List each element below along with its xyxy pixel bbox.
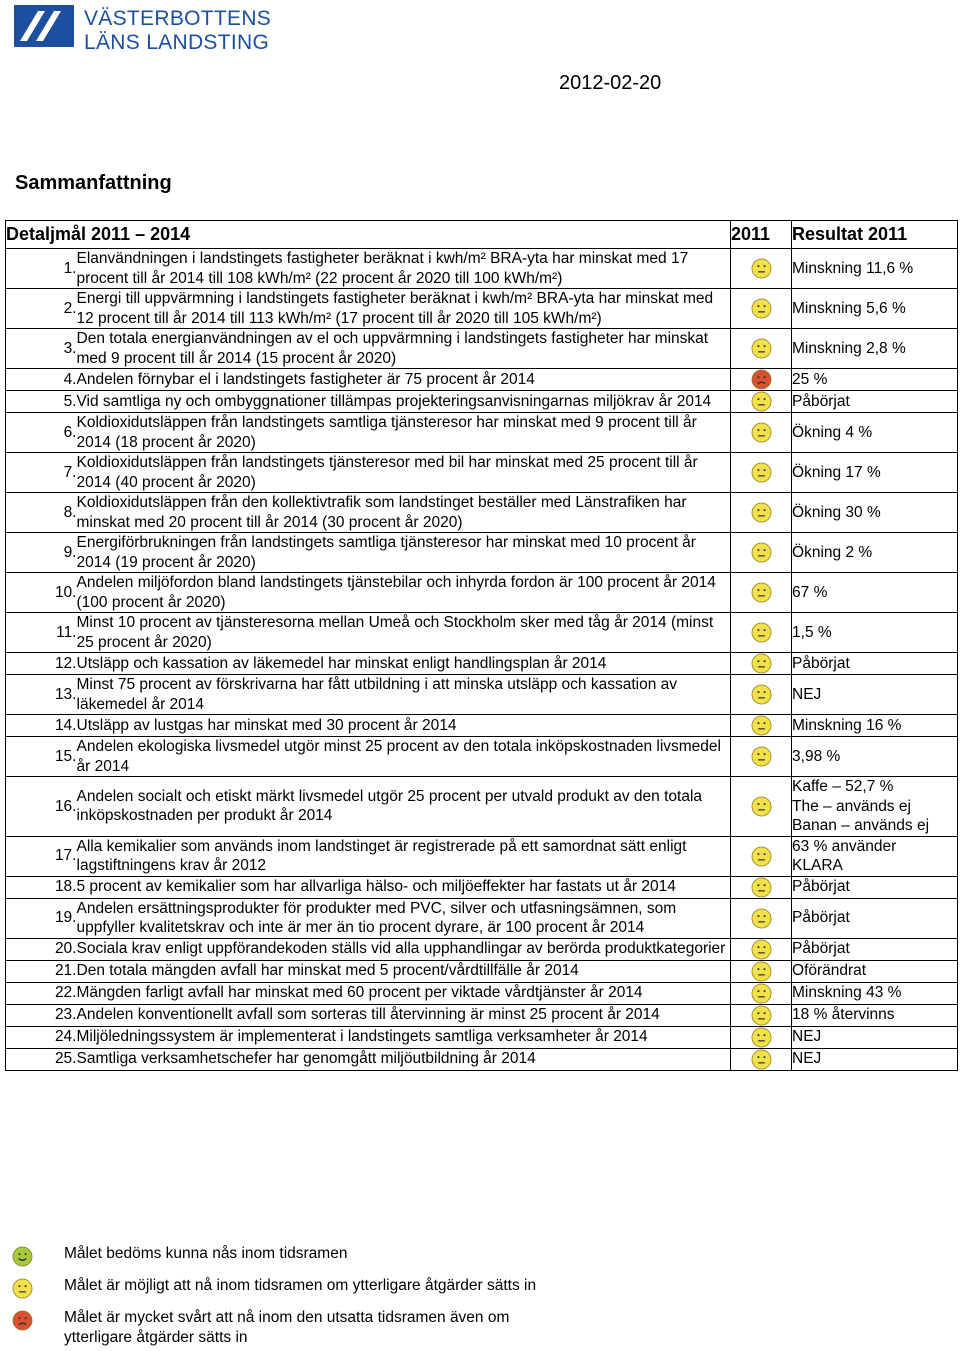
org-name-line2: LÄNS LANDSTING bbox=[84, 31, 270, 54]
goal-text: Minst 10 procent av tjänsteresorna mellan Umeå och Stockholm sker med tåg år 2014 (minst 25 procent år 2020) bbox=[77, 613, 731, 653]
goal-result: Minskning 2,8 % bbox=[792, 329, 958, 369]
logo bbox=[14, 5, 271, 55]
goal-number: 13. bbox=[6, 675, 77, 715]
table-row bbox=[6, 836, 958, 876]
goal-result: Påbörjat bbox=[792, 653, 958, 675]
goal-result: 67 % bbox=[792, 573, 958, 613]
goal-number: 19. bbox=[6, 898, 77, 938]
yellow-smiley-icon bbox=[731, 413, 792, 453]
yellow-smiley-icon bbox=[12, 1276, 42, 1304]
goal-number: 24. bbox=[6, 1026, 77, 1048]
goal-number: 25. bbox=[6, 1048, 77, 1070]
yellow-smiley-icon bbox=[731, 898, 792, 938]
table-row bbox=[6, 413, 958, 453]
goal-result: NEJ bbox=[792, 1048, 958, 1070]
goal-text: Den totala energianvändningen av el och uppvärmning i landstingets fastigheter har minskat med 9 procent till år 2014 (15 procent år 2020) bbox=[77, 329, 731, 369]
goal-result: 3,98 % bbox=[792, 737, 958, 777]
table-row bbox=[6, 369, 958, 391]
legend-item bbox=[12, 1276, 564, 1304]
goal-text: Alla kemikalier som används inom landstinget är registrerade på ett samordnat sätt enligt lagstiftningens krav år 2012 bbox=[77, 836, 731, 876]
goal-text: Minst 75 procent av förskrivarna har fått utbildning i att minska utsläpp och kassation av läkemedel år 2014 bbox=[77, 675, 731, 715]
table-row bbox=[6, 982, 958, 1004]
column-header-result: Resultat 2011 bbox=[792, 221, 958, 249]
goal-result: Minskning 11,6 % bbox=[792, 249, 958, 289]
yellow-smiley-icon bbox=[731, 960, 792, 982]
document-date: 2012-02-20 bbox=[559, 72, 662, 94]
goals-table bbox=[5, 220, 958, 1071]
table-row bbox=[6, 960, 958, 982]
goal-text: Koldioxidutsläppen från den kollektivtrafik som landstinget beställer med Länstrafiken har minskat med 20 procent till år 2014 (30 procent år 2020) bbox=[77, 493, 731, 533]
red-smiley-icon bbox=[731, 369, 792, 391]
goal-number: 21. bbox=[6, 960, 77, 982]
legend-text: Målet bedöms kunna nås inom tidsramen bbox=[64, 1245, 348, 1262]
yellow-smiley-icon bbox=[731, 391, 792, 413]
yellow-smiley-icon bbox=[731, 453, 792, 493]
table-row bbox=[6, 1048, 958, 1070]
table-row bbox=[6, 249, 958, 289]
goal-result: Minskning 16 % bbox=[792, 715, 958, 737]
goal-result: Påbörjat bbox=[792, 876, 958, 898]
goal-text: Samtliga verksamhetschefer har genomgått miljöutbildning år 2014 bbox=[77, 1048, 731, 1070]
goal-number: 22. bbox=[6, 982, 77, 1004]
goal-text: Andelen förnybar el i landstingets fastigheter är 75 procent år 2014 bbox=[77, 369, 731, 391]
goal-text: Koldioxidutsläppen från landstingets samtliga tjänsteresor har minskat med 9 procent till år 2014 (18 procent år 2020) bbox=[77, 413, 731, 453]
goal-number: 11. bbox=[6, 613, 77, 653]
goal-text: Den totala mängden avfall har minskat med 5 procent/vårdtillfälle år 2014 bbox=[77, 960, 731, 982]
goal-number: 6. bbox=[6, 413, 77, 453]
column-header-year: 2011 bbox=[731, 221, 792, 249]
goal-number: 9. bbox=[6, 533, 77, 573]
table-row bbox=[6, 1004, 958, 1026]
yellow-smiley-icon bbox=[731, 938, 792, 960]
yellow-smiley-icon bbox=[731, 1004, 792, 1026]
yellow-smiley-icon bbox=[731, 533, 792, 573]
goal-result: Minskning 5,6 % bbox=[792, 289, 958, 329]
goal-number: 4. bbox=[6, 369, 77, 391]
goal-result: Ökning 17 % bbox=[792, 453, 958, 493]
yellow-smiley-icon bbox=[731, 1048, 792, 1070]
goal-number: 5. bbox=[6, 391, 77, 413]
goal-result: Oförändrat bbox=[792, 960, 958, 982]
goal-result: Ökning 2 % bbox=[792, 533, 958, 573]
table-row bbox=[6, 453, 958, 493]
table-row bbox=[6, 573, 958, 613]
goal-number: 15. bbox=[6, 737, 77, 777]
goal-number: 16. bbox=[6, 777, 77, 837]
legend-item bbox=[12, 1308, 564, 1347]
goal-text: Koldioxidutsläppen från landstingets tjänsteresor med bil har minskat med 25 procent till år 2014 (40 procent år 2020) bbox=[77, 453, 731, 493]
goal-text: Miljöledningssystem är implementerat i landstingets samtliga verksamheter år 2014 bbox=[77, 1026, 731, 1048]
goal-result: 1,5 % bbox=[792, 613, 958, 653]
goal-result: Påbörjat bbox=[792, 938, 958, 960]
yellow-smiley-icon bbox=[731, 249, 792, 289]
yellow-smiley-icon bbox=[731, 329, 792, 369]
goal-text: Andelen ersättningsprodukter för produkter med PVC, silver och utfasningsämnen, som uppfyller kvalitetskrav och inte är mer än tio procent dyrare, är 100 procent år 2014 bbox=[77, 898, 731, 938]
yellow-smiley-icon bbox=[731, 715, 792, 737]
goal-text: Andelen miljöfordon bland landstingets tjänstebilar och inhyrda fordon är 100 procent år 2014 (100 procent år 2020) bbox=[77, 573, 731, 613]
yellow-smiley-icon bbox=[731, 1026, 792, 1048]
table-row bbox=[6, 898, 958, 938]
goal-number: 7. bbox=[6, 453, 77, 493]
goal-text: Energiförbrukningen från landstingets samtliga tjänsteresor har minskat med 10 procent år 2014 (19 procent år 2020) bbox=[77, 533, 731, 573]
page-title: Sammanfattning bbox=[15, 172, 172, 194]
yellow-smiley-icon bbox=[731, 982, 792, 1004]
yellow-smiley-icon bbox=[731, 493, 792, 533]
table-row bbox=[6, 493, 958, 533]
table-row bbox=[6, 391, 958, 413]
goal-result: 25 % bbox=[792, 369, 958, 391]
yellow-smiley-icon bbox=[731, 653, 792, 675]
table-header-row bbox=[6, 221, 958, 249]
goal-number: 1. bbox=[6, 249, 77, 289]
goal-number: 10. bbox=[6, 573, 77, 613]
yellow-smiley-icon bbox=[731, 777, 792, 837]
goal-text: Energi till uppvärmning i landstingets fastigheter beräknat i kwh/m² BRA-yta har minskat med 12 procent till år 2014 till 113 kWh/m² (17 procent till år 2020 till 105 kWh/m²) bbox=[77, 289, 731, 329]
yellow-smiley-icon bbox=[731, 613, 792, 653]
landsting-logo-icon bbox=[14, 5, 74, 47]
table-row bbox=[6, 533, 958, 573]
goal-number: 23. bbox=[6, 1004, 77, 1026]
goal-text: Andelen ekologiska livsmedel utgör minst 25 procent av den totala inköpskostnaden livsmedel år 2014 bbox=[77, 737, 731, 777]
yellow-smiley-icon bbox=[731, 675, 792, 715]
goal-text: Elanvändningen i landstingets fastigheter beräknat i kwh/m² BRA-yta har minskat med 17 procent till år 2014 till 108 kWh/m² (22 procent år 2020 till 100 kWh/m²) bbox=[77, 249, 731, 289]
goal-result: NEJ bbox=[792, 1026, 958, 1048]
legend-text: Målet är möjligt att nå inom tidsramen om ytterligare åtgärder sätts in bbox=[64, 1277, 537, 1294]
table-row bbox=[6, 653, 958, 675]
goal-text: Utsläpp av lustgas har minskat med 30 procent år 2014 bbox=[77, 715, 731, 737]
goal-result: NEJ bbox=[792, 675, 958, 715]
table-row bbox=[6, 876, 958, 898]
column-header-goal: Detaljmål 2011 – 2014 bbox=[6, 221, 731, 249]
goal-text: Vid samtliga ny och ombyggnationer tillämpas projekteringsanvisningarnas miljökrav år 2014 bbox=[77, 391, 731, 413]
yellow-smiley-icon bbox=[731, 737, 792, 777]
goal-result: Ökning 4 % bbox=[792, 413, 958, 453]
goal-text: 5 procent av kemikalier som har allvarliga hälso- och miljöeffekter har fastats ut år 2014 bbox=[77, 876, 731, 898]
goal-result: 63 % använder KLARA bbox=[792, 836, 958, 876]
yellow-smiley-icon bbox=[731, 876, 792, 898]
goal-text: Sociala krav enligt uppförandekoden ställs vid alla upphandlingar av berörda produktkategorier bbox=[77, 938, 731, 960]
legend-item bbox=[12, 1244, 564, 1272]
goal-number: 2. bbox=[6, 289, 77, 329]
goal-result: Påbörjat bbox=[792, 391, 958, 413]
goal-number: 17. bbox=[6, 836, 77, 876]
table-row bbox=[6, 613, 958, 653]
goal-result: Minskning 43 % bbox=[792, 982, 958, 1004]
table-row bbox=[6, 938, 958, 960]
legend bbox=[12, 1244, 564, 1351]
goal-number: 18. bbox=[6, 876, 77, 898]
table-row bbox=[6, 289, 958, 329]
goal-text: Andelen socialt och etiskt märkt livsmedel utgör 25 procent per utvald produkt av den totala inköpskostnaden per produkt år 2014 bbox=[77, 777, 731, 837]
goal-number: 12. bbox=[6, 653, 77, 675]
yellow-smiley-icon bbox=[731, 836, 792, 876]
goal-text: Andelen konventionellt avfall som sorteras till återvinning är minst 25 procent år 2014 bbox=[77, 1004, 731, 1026]
table-row bbox=[6, 777, 958, 837]
goal-result: Kaffe – 52,7 % The – används ej Banan – används ej bbox=[792, 777, 958, 837]
legend-text: Målet är mycket svårt att nå inom den utsatta tidsramen även om ytterligare åtgärder sätts in bbox=[64, 1309, 510, 1346]
goal-result: 18 % återvinns bbox=[792, 1004, 958, 1026]
table-row bbox=[6, 329, 958, 369]
red-smiley-icon bbox=[12, 1308, 42, 1336]
goal-number: 8. bbox=[6, 493, 77, 533]
goal-rows bbox=[6, 249, 958, 1071]
goal-result: Påbörjat bbox=[792, 898, 958, 938]
yellow-smiley-icon bbox=[731, 573, 792, 613]
org-name-line1: VÄSTERBOTTENS bbox=[84, 7, 272, 30]
table-row bbox=[6, 1026, 958, 1048]
goal-number: 3. bbox=[6, 329, 77, 369]
green-smiley-icon bbox=[12, 1244, 42, 1272]
table-row bbox=[6, 737, 958, 777]
goal-result: Ökning 30 % bbox=[792, 493, 958, 533]
goal-text: Mängden farligt avfall har minskat med 60 procent per viktade vårdtjänster år 2014 bbox=[77, 982, 731, 1004]
goal-number: 14. bbox=[6, 715, 77, 737]
goal-number: 20. bbox=[6, 938, 77, 960]
yellow-smiley-icon bbox=[731, 289, 792, 329]
table-row bbox=[6, 675, 958, 715]
goal-text: Utsläpp och kassation av läkemedel har minskat enligt handlingsplan år 2014 bbox=[77, 653, 731, 675]
table-row bbox=[6, 715, 958, 737]
